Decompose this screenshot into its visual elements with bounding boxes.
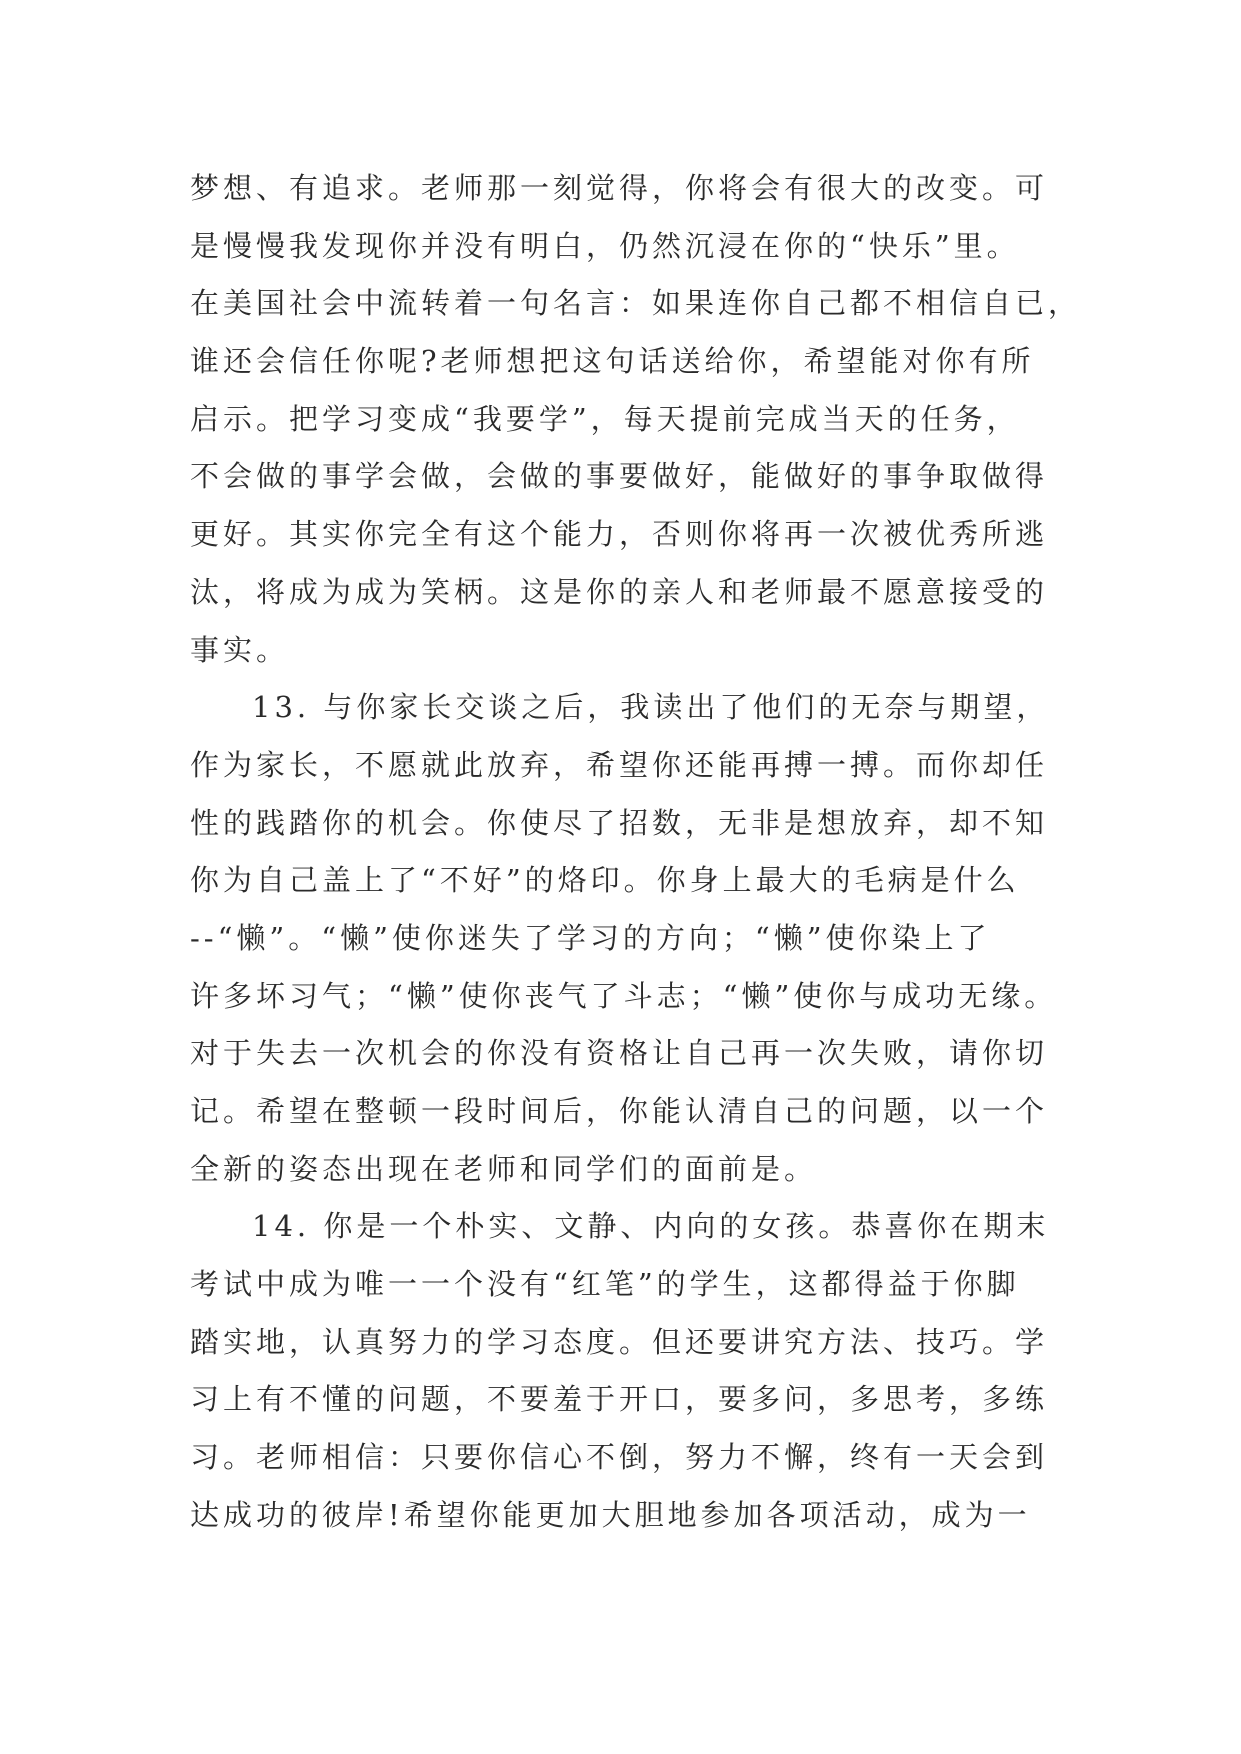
text-line: 踏实地，认真努力的学习态度。但还要讲究方法、技巧。学 (190, 1324, 1049, 1359)
text-line: 记。希望在整顿一段时间后，你能认清自己的问题，以一个 (190, 1094, 1049, 1128)
text-line: 13. 与你家长交谈之后，我读出了他们的无奈与期望， (252, 690, 1050, 725)
text-line: 全新的姿态出现在老师和同学们的面前是。 (190, 1151, 818, 1186)
text-line: 谁还会信任你呢?老师想把这句话送给你，希望能对你有所 (190, 344, 1035, 379)
text-line: 对于失去一次机会的你没有资格让自己再一次失败，请你切 (190, 1036, 1049, 1071)
text-line: 你为自己盖上了“不好”的烙印。你身上最大的毛病是什么 (190, 863, 1020, 898)
text-line: 事实。 (190, 632, 290, 667)
text-line: 许多坏习气；“懒”使你丧气了斗志；“懒”使你与成功无缘。 (190, 978, 1058, 1013)
text-line: 在美国社会中流转着一句名言：如果连你自己都不相信自已， (190, 286, 1082, 321)
text-line: 14. 你是一个朴实、文静、内向的女孩。恭喜你在期末 (252, 1209, 1050, 1244)
text-line: 习上有不懂的问题，不要羞于开口，要多问，多思考，多练 (190, 1382, 1049, 1417)
document-body (190, 160, 1090, 1545)
text-line: 汰，将成为成为笑柄。这是你的亲人和老师最不愿意接受的 (190, 574, 1049, 609)
text-line: 启示。把学习变成“我要学”，每天提前完成当天的任务， (190, 401, 1020, 436)
text-line: 更好。其实你完全有这个能力，否则你将再一次被优秀所逃 (190, 517, 1049, 552)
text-line: 性的践踏你的机会。你使尽了招数，无非是想放弃，却不知 (190, 805, 1049, 840)
text-line: 梦想、有追求。老师那一刻觉得，你将会有很大的改变。可 (190, 171, 1049, 205)
text-line: 是慢慢我发现你并没有明白，仍然沉浸在你的“快乐”里。 (190, 228, 1020, 263)
text-line: 习。老师相信：只要你信心不倒，努力不懈，终有一天会到 (190, 1440, 1049, 1475)
text-line: 作为家长，不愿就此放弃，希望你还能再搏一搏。而你却任 (190, 747, 1049, 782)
text-line: 达成功的彼岸!希望你能更加大胆地参加各项活动，成为一 (190, 1497, 1031, 1532)
text-line: 考试中成为唯一一个没有“红笔”的学生，这都得益于你脚 (190, 1267, 1020, 1302)
text-line: --“懒”。“懒”使你迷失了学习的方向；“懒”使你染上了 (190, 920, 991, 955)
text-line: 不会做的事学会做，会做的事要做好，能做好的事争取做得 (190, 459, 1049, 494)
